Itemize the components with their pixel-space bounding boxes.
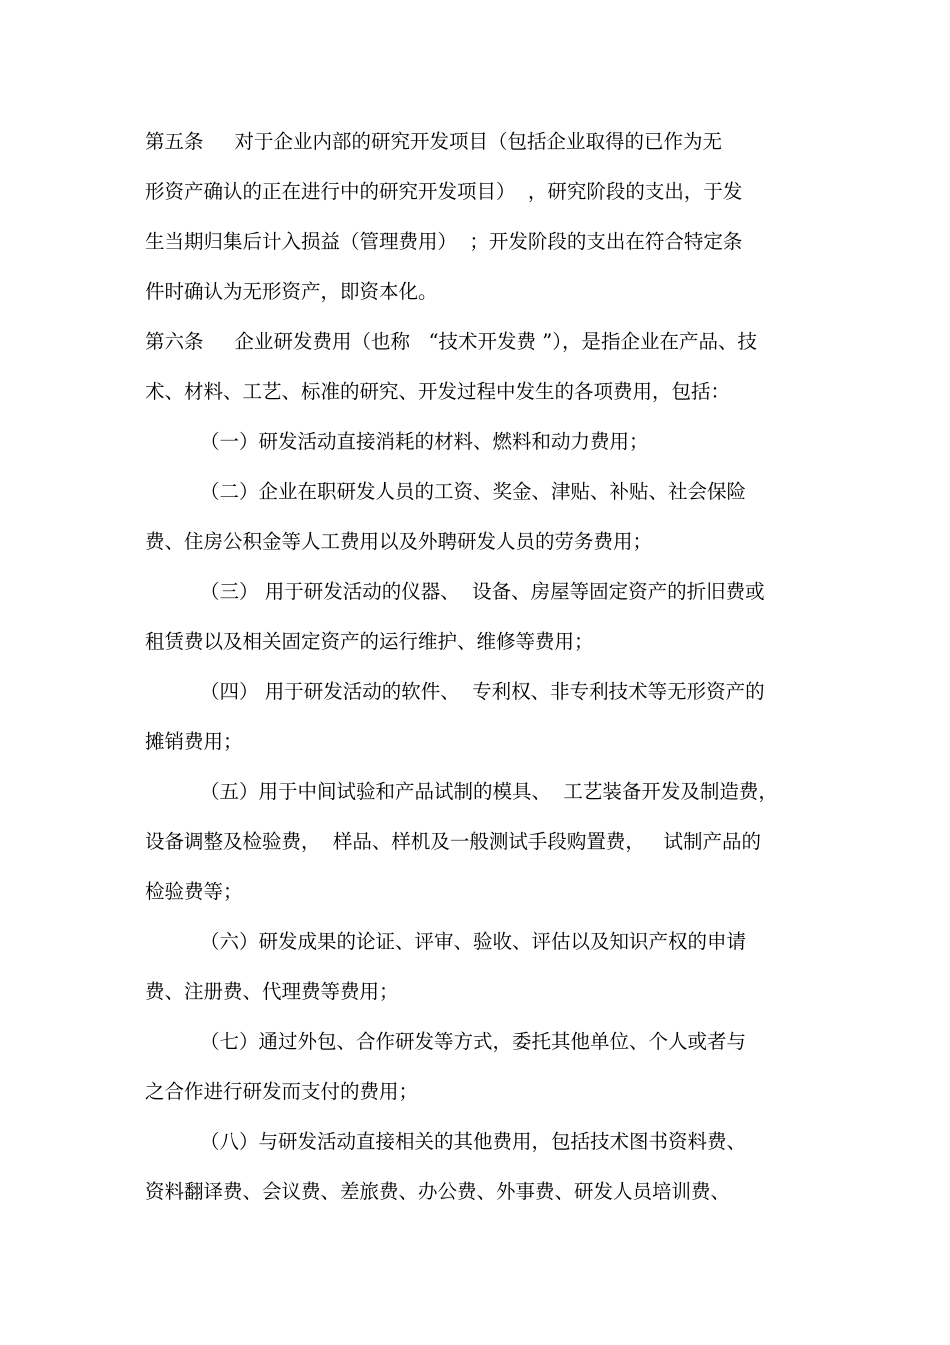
article-6-line-1: 第六条 企业研发费用（也称 “技术开发费 ”），是指企业在产品、技 xyxy=(145,330,757,353)
item-1-line-1: （一）研发活动直接消耗的材料、燃料和动力费用； xyxy=(200,430,649,453)
article-5-line-4: 件时确认为无形资产，即资本化。 xyxy=(145,280,438,303)
article-5-line-1: 第五条 对于企业内部的研究开发项目（包括企业取得的已作为无 xyxy=(145,130,722,153)
item-5-line-3: 检验费等； xyxy=(145,880,243,903)
article-6-line-2: 术、材料、工艺、标准的研究、开发过程中发生的各项费用，包括： xyxy=(145,380,731,403)
item-2-line-1: （二）企业在职研发人员的工资、奖金、津贴、补贴、社会保险 xyxy=(200,480,747,503)
item-5-line-1: （五）用于中间试验和产品试制的模具、 工艺装备开发及制造费， xyxy=(200,780,778,803)
item-4-line-2: 摊销费用； xyxy=(145,730,243,753)
item-3-line-2: 租赁费以及相关固定资产的运行维护、维修等费用； xyxy=(145,630,594,653)
item-7-line-1: （七）通过外包、合作研发等方式，委托其他单位、个人或者与 xyxy=(200,1030,747,1053)
item-8-line-1: （八）与研发活动直接相关的其他费用，包括技术图书资料费、 xyxy=(200,1130,747,1153)
item-5-line-2: 设备调整及检验费， 样品、样机及一般测试手段购置费， 试制产品的 xyxy=(145,830,761,853)
article-5-line-3: 生当期归集后计入损益（管理费用） ；开发阶段的支出在符合特定条 xyxy=(145,230,743,253)
article-5-line-2: 形资产确认的正在进行中的研究开发项目） ，研究阶段的支出，于发 xyxy=(145,180,743,203)
item-6-line-1: （六）研发成果的论证、评审、验收、评估以及知识产权的申请 xyxy=(200,930,747,953)
item-6-line-2: 费、注册费、代理费等费用； xyxy=(145,980,399,1003)
item-2-line-2: 费、住房公积金等人工费用以及外聘研发人员的劳务费用； xyxy=(145,530,653,553)
item-3-line-1: （三） 用于研发活动的仪器、 设备、房屋等固定资产的折旧费或 xyxy=(200,580,765,603)
item-7-line-2: 之合作进行研发而支付的费用； xyxy=(145,1080,419,1103)
item-4-line-1: （四） 用于研发活动的软件、 专利权、非专利技术等无形资产的 xyxy=(200,680,765,703)
item-8-line-2: 资料翻译费、会议费、差旅费、办公费、外事费、研发人员培训费、 xyxy=(145,1180,731,1203)
